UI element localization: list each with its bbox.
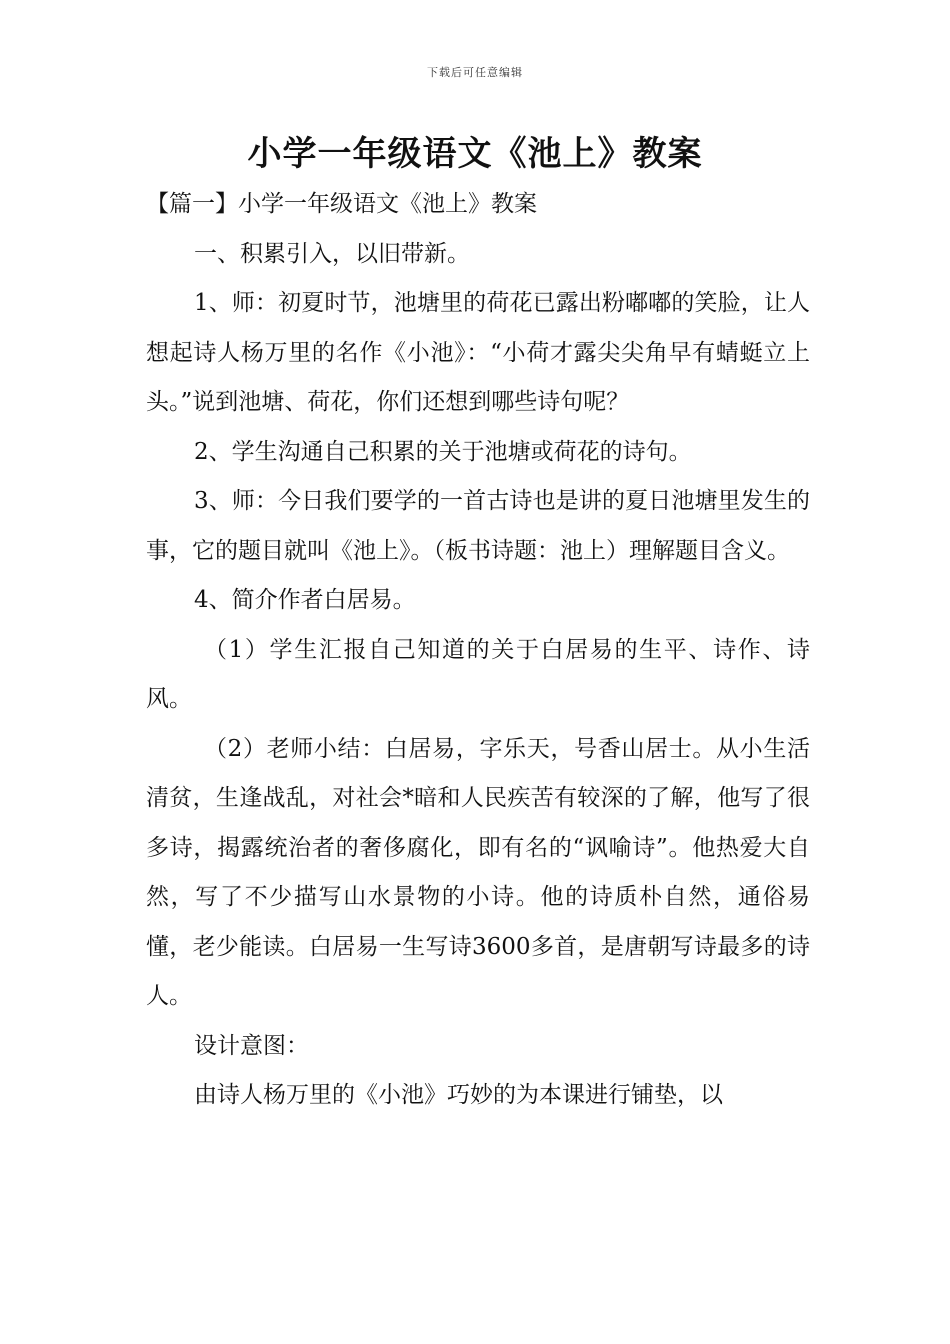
document-title: 小学一年级语文《池上》教案 xyxy=(247,134,703,174)
paragraph-topic-intro: 3、师：今日我们要学的一首古诗也是讲的夏日池塘里发生的事，它的题目就叫《池上》。（板书诗题：池上）理解题目含义。 xyxy=(146,488,810,564)
paragraph-author-intro: 4、简介作者白居易。 xyxy=(194,587,416,613)
paragraph-teacher-summary: （2）老师小结：白居易，字乐天，号香山居士。从小生活清贫，生逢战乱，对社会*暗和人民疾苦有较深的了解，他写了很多诗，揭露统治者的奢侈腐化，即有名的“讽喻诗”。他热爱大自然，写了不少描写山水景物的小诗。他的诗质朴自然，通俗易懂，老少能读。白居易一生写诗3600多首，是唐朝写诗最多的诗人。 xyxy=(146,735,810,1009)
paragraph-design-intent-label: 设计意图： xyxy=(194,1032,309,1059)
paragraph-student-report: （1）学生汇报自己知道的关于白居易的生平、诗作、诗风。 xyxy=(146,636,810,712)
section-heading: 【篇一】小学一年级语文《池上》教案 xyxy=(146,191,537,217)
header-note: 下载后可任意编辑 xyxy=(427,66,523,79)
paragraph-step-1-heading: 一、积累引入，以旧带新。 xyxy=(194,240,470,267)
document-body xyxy=(146,180,810,1121)
paragraph-design-intent-text: 由诗人杨万里的《小池》巧妙的为本课进行铺垫，以 xyxy=(194,1082,723,1108)
paragraph-student-share: 2、学生沟通自己积累的关于池塘或荷花的诗句。 xyxy=(194,438,692,465)
paragraph-teacher-intro: 1、师：初夏时节，池塘里的荷花已露出粉嘟嘟的笑脸，让人想起诗人杨万里的名作《小池》：“小荷才露尖尖角早有蜻蜓立上头。”说到池塘、荷花，你们还想到哪些诗句呢？ xyxy=(146,290,810,415)
